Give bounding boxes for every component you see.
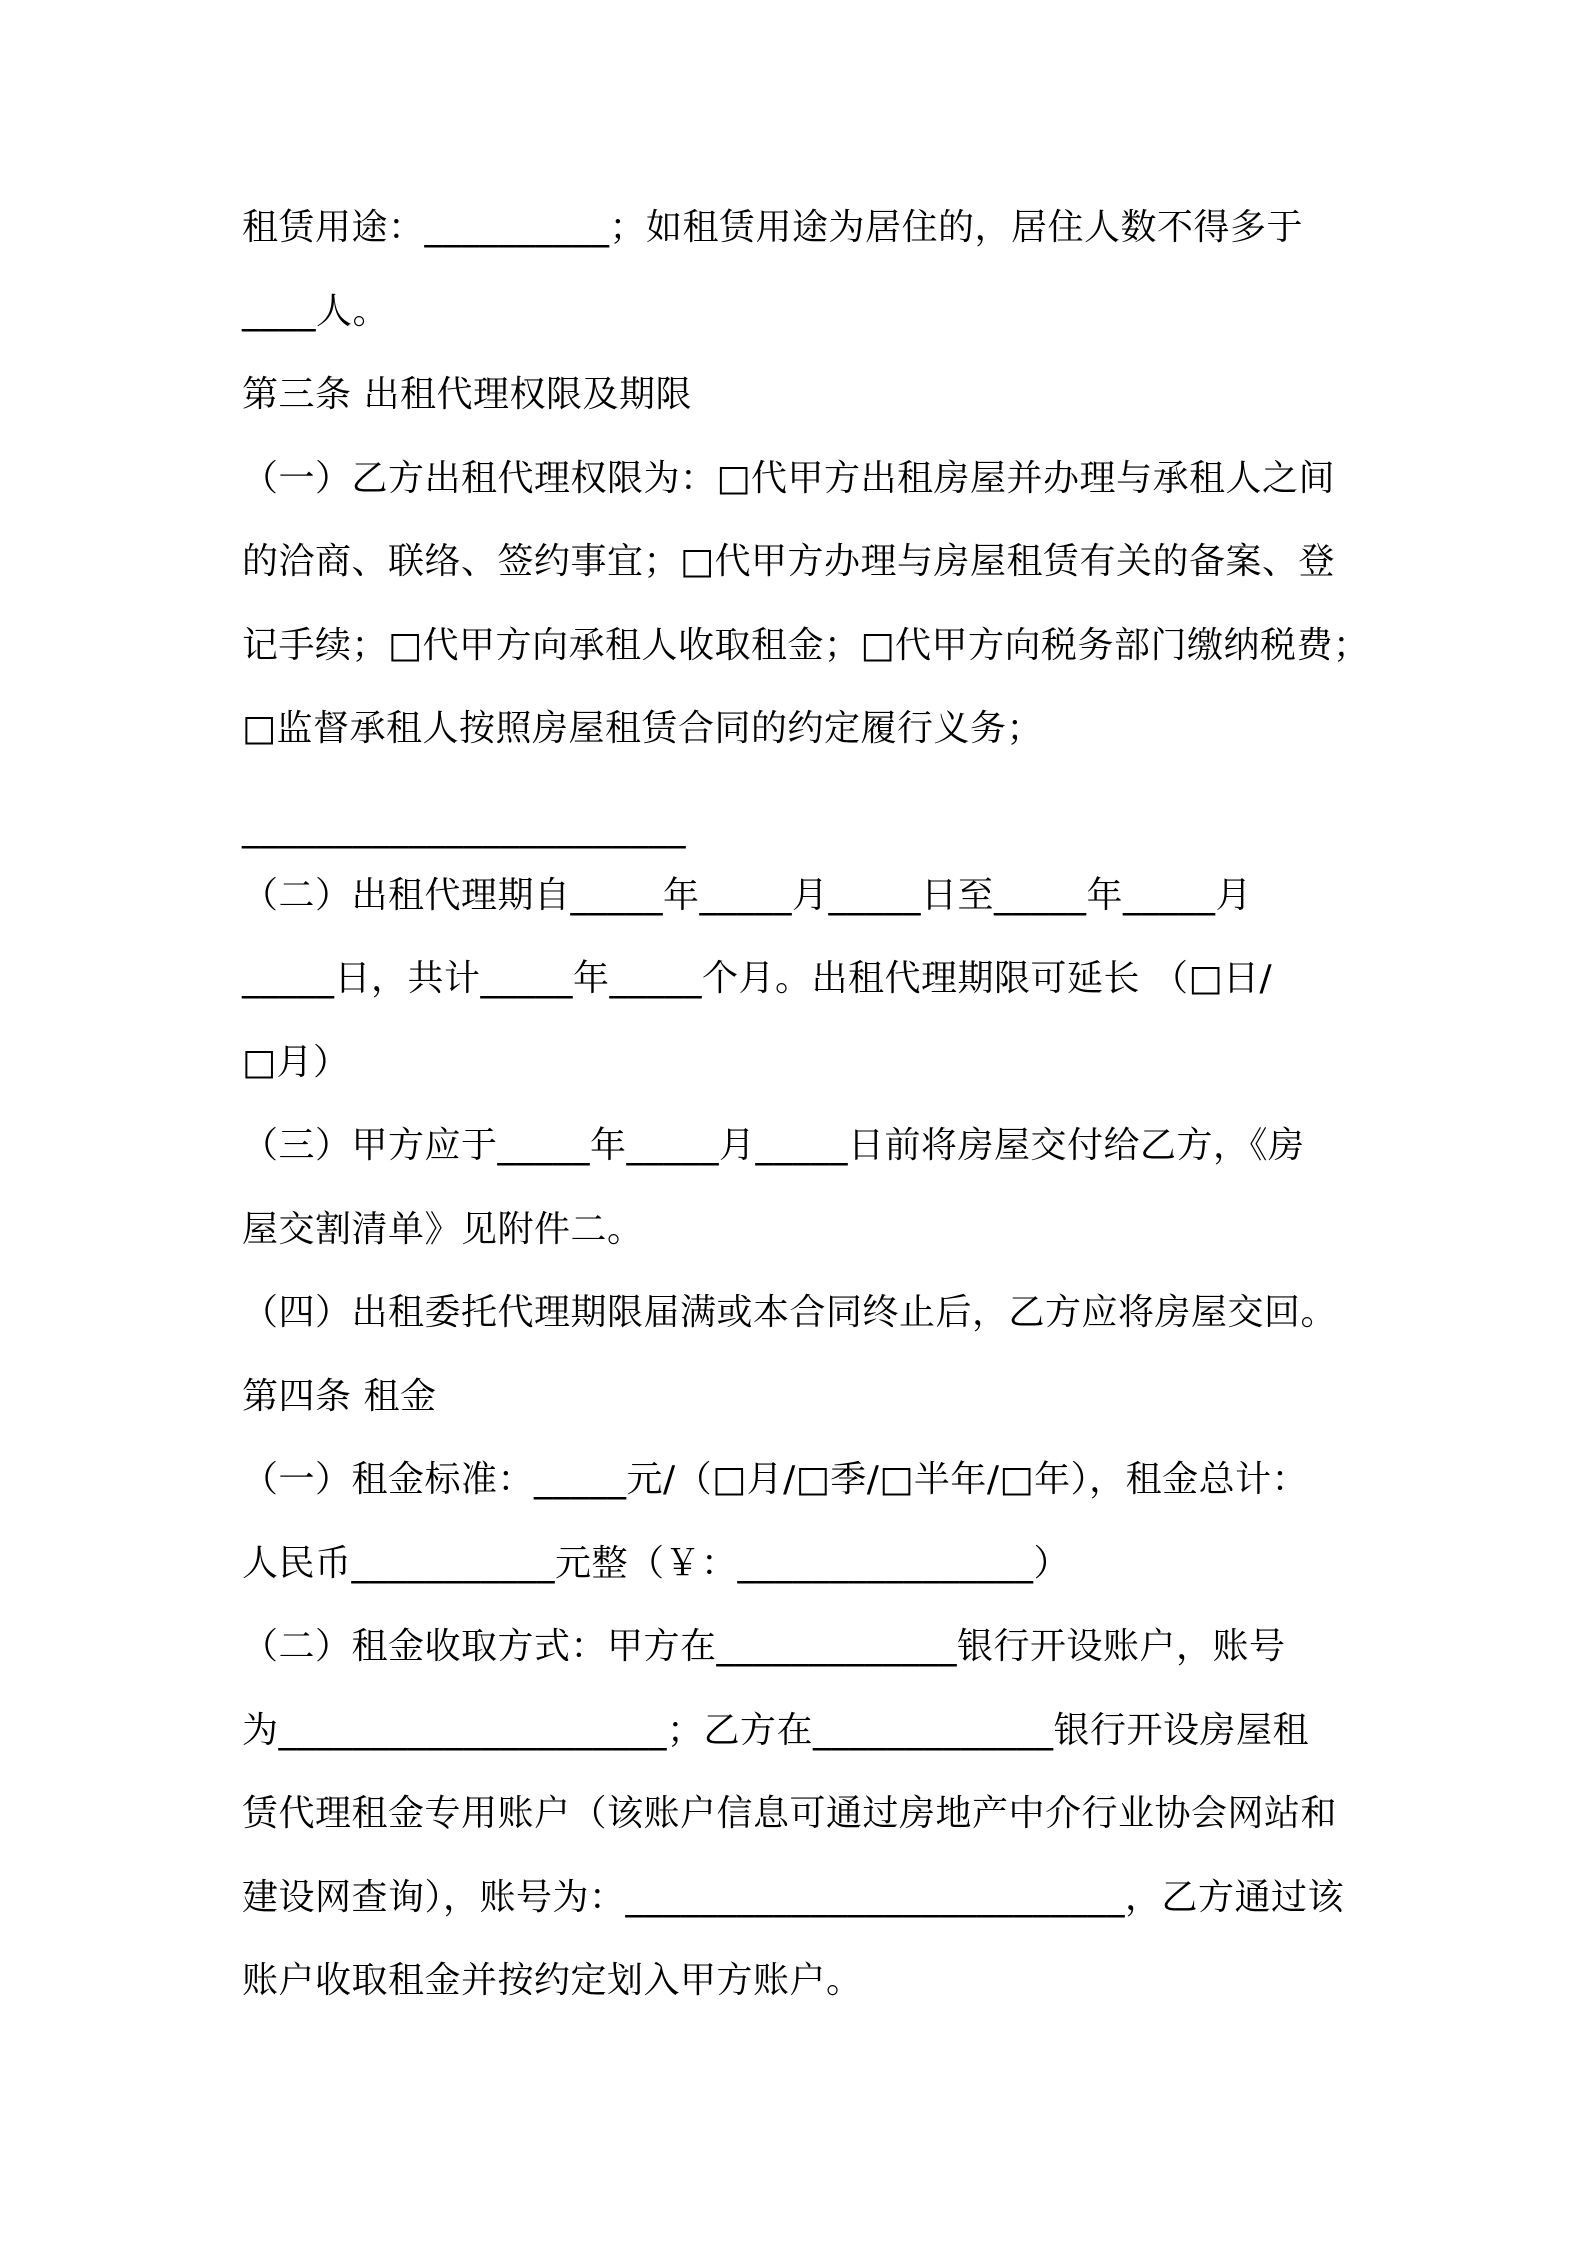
text-line-authority-3: 记手续；□代甲方向承租人收取租金；□代甲方向税务部门缴纳税费；	[242, 625, 1370, 666]
text-line-delivery-1: （三）甲方应于_____年_____月_____日前将房屋交付给乙方，《房	[242, 1125, 1305, 1166]
section-heading-article-3: 第三条 出租代理权限及期限	[242, 374, 692, 415]
text-line-occupants: ____人。	[242, 291, 390, 332]
section-heading-article-4: 第四条 租金	[242, 1376, 437, 1417]
text-line-rent-collection-5: 账户收取租金并按约定划入甲方账户。	[242, 1960, 863, 2001]
text-line-authority-2: 的洽商、联络、签约事宜；□代甲方办理与房屋租赁有关的备案、登	[242, 541, 1336, 582]
text-line-rent-collection-4: 建设网查询），账号为：___________________________，乙方通过该	[242, 1877, 1345, 1918]
text-line-agency-period-3: □月）	[242, 1042, 350, 1083]
text-line-rental-purpose: 租赁用途：__________；如租赁用途为居住的，居住人数不得多于	[242, 207, 1304, 248]
text-line-rent-standard-2: 人民币___________元整（￥：________________）	[242, 1543, 1071, 1584]
text-line-rent-collection-1: （二）租金收取方式：甲方在_____________银行开设账户，账号	[242, 1626, 1286, 1667]
text-line-agency-period-2: _____日，共计_____年_____个月。出租代理期限可延长 （□日/	[242, 958, 1273, 999]
text-line-authority-4: □监督承租人按照房屋租赁合同的约定履行义务；	[242, 708, 1044, 749]
blank-line-other-authority: ________________________	[242, 808, 686, 849]
text-line-rent-collection-3: 赁代理租金专用账户（该账户信息可通过房地产中介行业协会网站和	[242, 1793, 1338, 1834]
text-line-rent-standard-1: （一）租金标准：_____元/（□月/□季/□半年/□年），租金总计：	[242, 1459, 1309, 1500]
text-line-delivery-2: 屋交割清单》见附件二。	[242, 1209, 644, 1250]
text-line-return: （四）出租委托代理期限届满或本合同终止后，乙方应将房屋交回。	[242, 1292, 1338, 1333]
text-line-authority-1: （一）乙方出租代理权限为：□代甲方出租房屋并办理与承租人之间	[242, 458, 1336, 499]
text-line-agency-period-1: （二）出租代理期自_____年_____月_____日至_____年_____月	[242, 875, 1253, 916]
text-line-rent-collection-2: 为_____________________；乙方在_____________银行开设房屋租	[242, 1710, 1310, 1751]
